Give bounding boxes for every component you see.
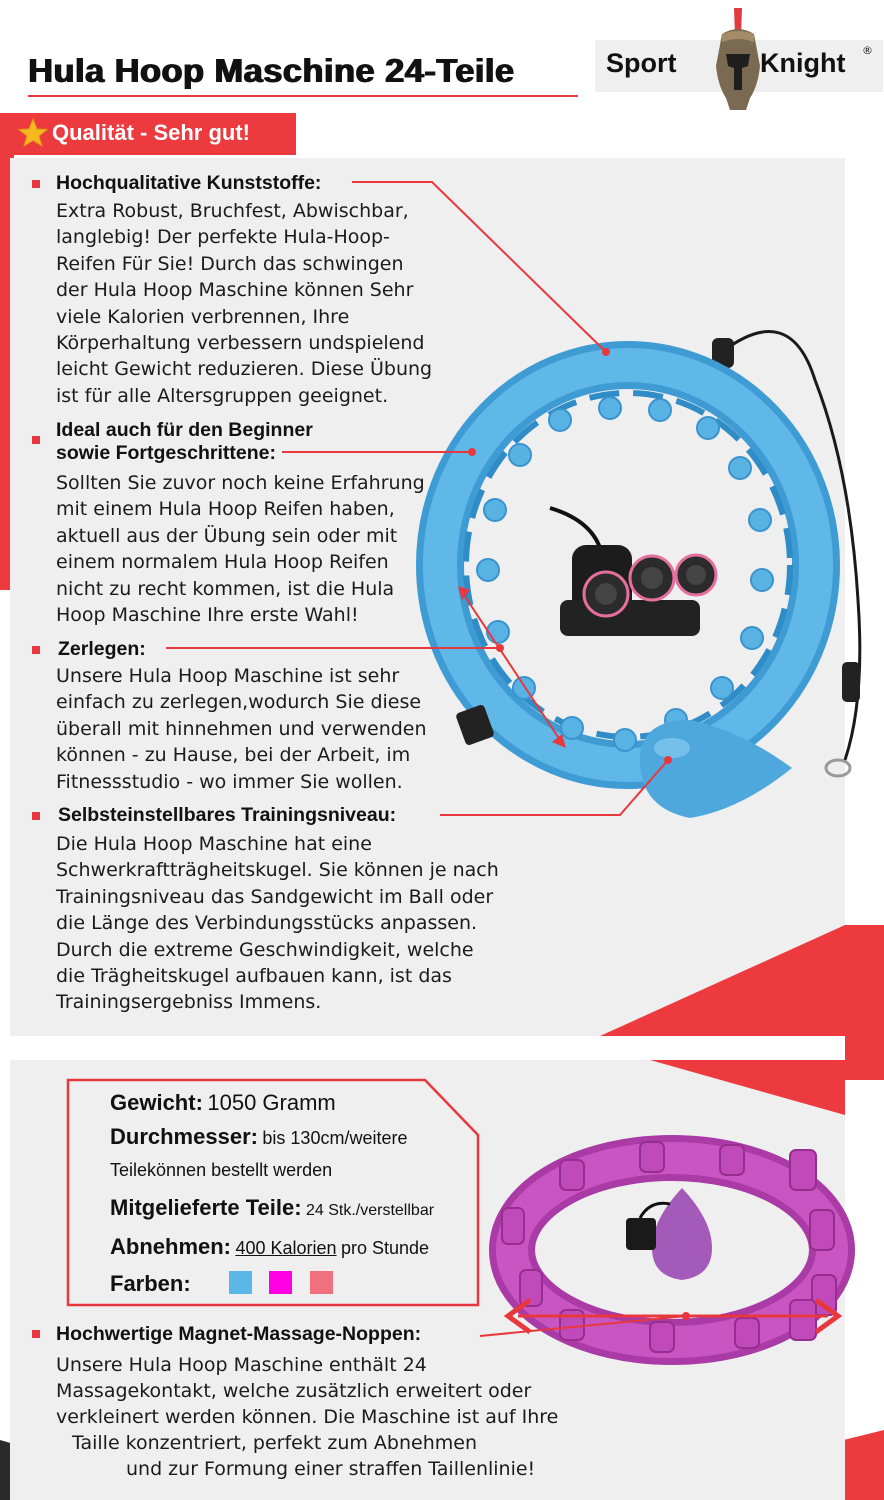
section-heading-beginner: Ideal auch für den Beginner xyxy=(56,419,313,441)
spec-diameter-label: Durchmesser: xyxy=(110,1124,258,1149)
text-line: Trainingsergebniss Immens. xyxy=(56,991,322,1014)
text-line: einfach zu zerlegen,wodurch Sie diese xyxy=(56,691,422,714)
logo-text-left: Sport xyxy=(606,48,677,78)
text-line: mit einem Hula Hoop Reifen haben, xyxy=(56,498,395,521)
section-body-kunststoffe xyxy=(56,198,432,409)
text-line: Unsere Hula Hoop Maschine ist sehr xyxy=(56,665,400,687)
text-line: können - zu Hause, bei der Arbeit, im xyxy=(56,744,411,767)
logo-text-right: Knight xyxy=(760,48,846,78)
text-line: Unsere Hula Hoop Maschine enthält 24 xyxy=(56,1354,427,1376)
bullet-marker xyxy=(32,812,40,820)
text-line: verkleinert werden können. Die Maschine ist auf Ihre xyxy=(56,1406,559,1428)
section-heading-kunststoffe: Hochqualitative Kunststoffe: xyxy=(56,172,322,194)
section-body-zerlegen xyxy=(56,663,427,795)
text-line: Die Hula Hoop Maschine hat eine xyxy=(56,833,372,855)
text-line: Reifen Für Sie! Durch das schwingen xyxy=(56,252,404,275)
text-line: viele Kalorien verbrennen, Ihre xyxy=(56,305,350,328)
spec-colors-label: Farben: xyxy=(110,1271,191,1296)
spec-diameter-value: bis 130cm/weitere xyxy=(262,1128,408,1148)
text-line: aktuell aus der Übung sein oder mit xyxy=(56,524,398,547)
text-line: und zur Formung einer straffen Taillenlinie! xyxy=(126,1458,536,1480)
spec-parts xyxy=(110,1195,434,1221)
section-body-beginner xyxy=(56,470,425,628)
spec-diameter xyxy=(110,1124,407,1150)
text-line: Massagekontakt, welche zusätzlich erweitert oder xyxy=(56,1380,532,1402)
text-line: Schwerkraftträgheitskugel. Sie können je nach xyxy=(56,859,499,882)
text-line: überall mit hinnehmen und verwenden xyxy=(56,717,427,740)
page-title: Hula Hoop Maschine 24-Teile xyxy=(28,52,515,89)
bullet-marker xyxy=(32,1330,40,1338)
spec-weight-value: 1050 Gramm xyxy=(207,1090,336,1115)
registered-mark: ® xyxy=(862,44,873,57)
bullet-marker xyxy=(32,180,40,188)
spec-weight xyxy=(110,1090,336,1116)
bullet-marker xyxy=(32,646,40,654)
text-line: nicht zu recht kommen, ist die Hula xyxy=(56,577,395,600)
text-line: Sollten Sie zuvor noch keine Erfahrung xyxy=(56,472,425,494)
color-swatch-pink xyxy=(310,1271,333,1294)
color-swatch-blue xyxy=(229,1271,252,1294)
spec-calories-value: 400 Kalorien xyxy=(235,1238,337,1258)
section-heading-trainingsniveau: Selbsteinstellbares Trainingsniveau: xyxy=(58,804,397,826)
spec-diameter-note: Teilekönnen bestellt werden xyxy=(110,1160,333,1180)
spec-parts-label: Mitgelieferte Teile: xyxy=(110,1195,302,1220)
section-heading-beginner-2: sowie Fortgeschrittene: xyxy=(56,442,276,464)
section-heading-massage: Hochwertige Magnet-Massage-Noppen: xyxy=(56,1323,422,1345)
color-swatch-magenta xyxy=(269,1271,292,1294)
spec-weight-label: Gewicht: xyxy=(110,1090,203,1115)
spec-parts-value: 24 Stk./verstellbar xyxy=(305,1202,435,1219)
bullet-marker xyxy=(32,436,40,444)
text-line: Extra Robust, Bruchfest, Abwischbar, xyxy=(56,200,409,222)
text-line: Taille konzentriert, perfekt zum Abnehmen xyxy=(72,1432,478,1454)
text-line: einem normalem Hula Hoop Reifen xyxy=(56,551,389,574)
text-line: Durch die extreme Geschwindigkeit, welche xyxy=(56,938,474,961)
text-line: ist für alle Altersgruppen geeignet. xyxy=(56,384,389,407)
star-icon xyxy=(18,118,48,148)
spec-colors xyxy=(110,1271,191,1297)
text-line: Hoop Maschine Ihre erste Wahl! xyxy=(56,604,359,627)
spec-calories-unit: pro Stunde xyxy=(340,1238,430,1258)
text-line: die Trägheitskugel aufbauen kann, ist das xyxy=(56,965,452,988)
section-heading-zerlegen: Zerlegen: xyxy=(58,638,146,660)
quality-badge-label: Qualität - Sehr gut! xyxy=(52,120,250,145)
text-line: Fitnessstudio - wo immer Sie wollen. xyxy=(56,770,403,793)
text-line: der Hula Hoop Maschine können Sehr xyxy=(56,279,414,302)
text-line: Körperhaltung verbessern undspielend xyxy=(56,332,425,355)
text-line: leicht Gewicht reduzieren. Diese Übung xyxy=(56,358,433,381)
text-line: langlebig! Der perfekte Hula-Hoop- xyxy=(56,226,390,249)
section-body-trainingsniveau xyxy=(56,831,499,1016)
spec-calories xyxy=(110,1234,429,1260)
spec-calories-label: Abnehmen: xyxy=(110,1234,231,1259)
spartan-helmet-icon xyxy=(708,6,768,118)
text-line: die Länge des Verbindungsstücks anpassen. xyxy=(56,912,478,935)
text-line: Trainingsniveau das Sandgewicht im Ball oder xyxy=(56,885,494,908)
